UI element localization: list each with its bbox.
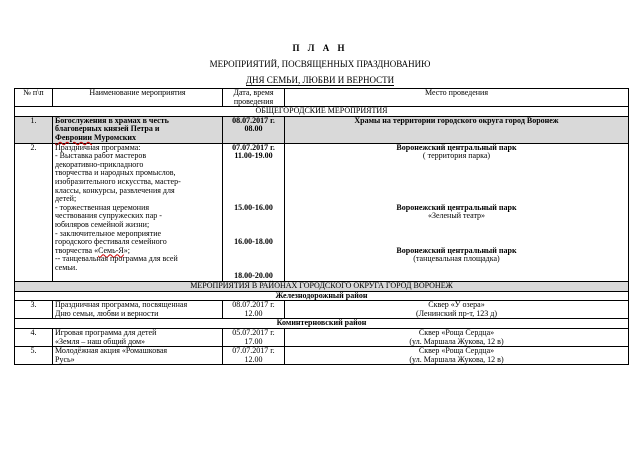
row-num: 2.: [15, 143, 53, 282]
row-event-name: Богослужения в храмах в честь благоверных князей Петра и Февронии Муромских: [53, 116, 223, 143]
row-place: Сквер «Роща Сердца» (ул. Маршала Жукова, 12 в): [285, 329, 629, 347]
section-title-districts: МЕРОПРИЯТИЯ В РАЙОНАХ ГОРОДСКОГО ОКРУГА ГОРОД ВОРОНЕЖ: [15, 282, 629, 292]
row-place: Сквер «Роща Сердца» (ул. Маршала Жукова, 12 в): [285, 347, 629, 365]
table-row: [15, 116, 629, 143]
row-num: 3.: [15, 301, 53, 319]
section-title-citywide: ОБЩЕГОРОДСКИЕ МЕРОПРИЯТИЯ: [15, 107, 629, 117]
row-event-name: Праздничная программа: - Выставка работ мастеров декоративно-прикладного творчества и народных промыслов, изобразительного искусства, мастер- классы, конкурсы, развлечения для детей; - торжественная церемония чествования супружеских пар - юбиляров семейной жизни; - заключительное мероприятие городского фестиваля семейного творчества «Семь-Я»; -- танцевальная программа для всей семьи.: [53, 143, 223, 282]
header-name: Наименование мероприятия: [53, 89, 223, 107]
table-row: [15, 347, 629, 365]
table-row: [15, 329, 629, 347]
row-num: 5.: [15, 347, 53, 365]
district-title: Коминтерновский район: [15, 319, 629, 329]
row-date: 08.07.2017 г. 12.00: [223, 301, 285, 319]
section-row: [15, 282, 629, 292]
header-num: № п\п: [15, 89, 53, 107]
row-event-name: Молодёжная акция «Ромашковая Русь»: [53, 347, 223, 365]
document-subtitle-2: ДНЯ СЕМЬИ, ЛЮБВИ И ВЕРНОСТИ: [245, 75, 395, 85]
row-place: Храмы на территории городского округа город Воронеж: [285, 116, 629, 143]
row-event-name: Праздничная программа, посвященная Дню семьи, любви и верности: [53, 301, 223, 319]
table-row: [15, 143, 629, 282]
row-num: 1.: [15, 116, 53, 143]
document-subtitle-1: МЕРОПРИЯТИЙ, ПОСВЯЩЕННЫХ ПРАЗДНОВАНИЮ: [209, 59, 431, 69]
header-row: [15, 89, 629, 107]
district-title: Железнодорожный район: [15, 291, 629, 301]
table-row: [15, 301, 629, 319]
row-date: 07.07.2017 г. 11.00-19.00 15.00-16.00 16.00-18.00 18.00-20.00: [223, 143, 285, 282]
row-place: Сквер «У озера» (Ленинский пр-т, 123 д): [285, 301, 629, 319]
document-title: П Л А Н: [292, 43, 348, 53]
section-row: [15, 107, 629, 117]
header-place: Место проведения: [285, 89, 629, 107]
header-date: Дата, время проведения: [223, 89, 285, 107]
row-date: 05.07.2017 г. 17.00: [223, 329, 285, 347]
events-table: [14, 88, 629, 365]
row-event-name: Игровая программа для детей «Земля – наш общий дом»: [53, 329, 223, 347]
row-date: 07.07.2017 г. 12.00: [223, 347, 285, 365]
row-place: Воронежский центральный парк ( территория парка) Воронежский центральный парк «Зеленый театр» Воронежский центральный парк (танцевальная площадка): [285, 143, 629, 282]
row-date: 08.07.2017 г. 08.00: [223, 116, 285, 143]
row-num: 4.: [15, 329, 53, 347]
